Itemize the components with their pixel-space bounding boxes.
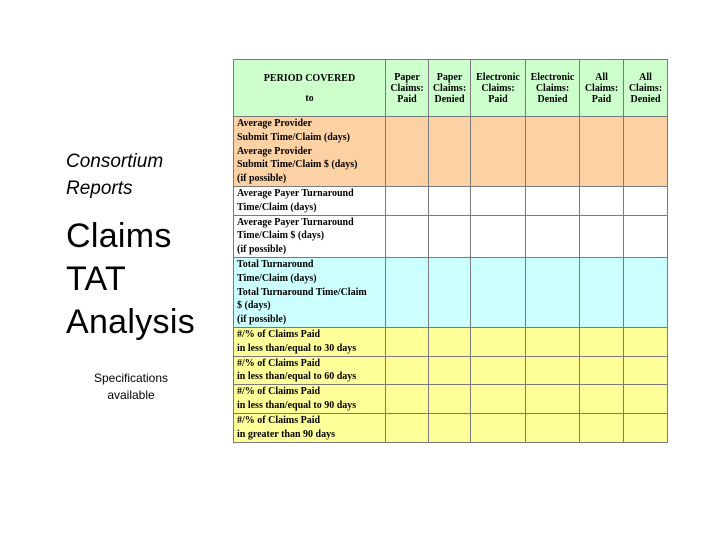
data-cell — [386, 327, 429, 356]
data-cell — [580, 257, 624, 327]
table-row — [234, 356, 668, 385]
data-cell — [429, 117, 471, 187]
data-cell — [526, 215, 580, 257]
data-cell — [471, 215, 526, 257]
row-label: #/% of Claims Paid in less than/equal to 90 days — [234, 385, 386, 414]
data-cell — [471, 117, 526, 187]
data-cell — [471, 257, 526, 327]
table-row — [234, 117, 668, 187]
table-row — [234, 385, 668, 414]
row-label: #/% of Claims Paid in less than/equal to 60 days — [234, 356, 386, 385]
table-row — [234, 327, 668, 356]
data-cell — [471, 413, 526, 442]
row-label: Total Turnaround Time/Claim (days) Total Turnaround Time/Claim $ (days) (if possible) — [234, 257, 386, 327]
data-cell — [471, 356, 526, 385]
data-cell — [624, 117, 668, 187]
column-header: Paper Claims: Paid — [386, 60, 429, 117]
row-label: #/% of Claims Paid in greater than 90 days — [234, 413, 386, 442]
table-row — [234, 413, 668, 442]
column-header: All Claims: Denied — [624, 60, 668, 117]
data-cell — [386, 186, 429, 215]
data-cell — [624, 385, 668, 414]
data-cell — [471, 186, 526, 215]
data-cell — [386, 413, 429, 442]
data-cell — [580, 117, 624, 187]
data-cell — [580, 186, 624, 215]
data-cell — [471, 385, 526, 414]
data-cell — [471, 327, 526, 356]
data-cell — [526, 413, 580, 442]
period-covered-header — [234, 60, 386, 117]
data-cell — [429, 356, 471, 385]
report-table-container — [233, 59, 667, 440]
row-label: Average Payer Turnaround Time/Claim (days) — [234, 186, 386, 215]
data-cell — [386, 385, 429, 414]
table-row — [234, 186, 668, 215]
data-cell — [429, 215, 471, 257]
data-cell — [429, 413, 471, 442]
data-cell — [624, 186, 668, 215]
data-cell — [580, 385, 624, 414]
data-cell — [624, 215, 668, 257]
table-row — [234, 257, 668, 327]
data-cell — [386, 117, 429, 187]
data-cell — [386, 215, 429, 257]
data-cell — [526, 186, 580, 215]
data-cell — [580, 413, 624, 442]
row-label: Average Provider Submit Time/Claim (days) Average Provider Submit Time/Claim $ (days) (if possible) — [234, 117, 386, 187]
slide-title: Claims TAT Analysis — [66, 217, 196, 341]
data-cell — [580, 327, 624, 356]
slide-subtitle: Consortium Reports — [66, 151, 164, 199]
column-header: Electronic Claims: Paid — [471, 60, 526, 117]
data-cell — [386, 356, 429, 385]
row-label: Average Payer Turnaround Time/Claim $ (days) (if possible) — [234, 215, 386, 257]
data-cell — [580, 215, 624, 257]
data-cell — [526, 385, 580, 414]
column-header: All Claims: Paid — [580, 60, 624, 117]
data-cell — [386, 257, 429, 327]
row-label: #/% of Claims Paid in less than/equal to 30 days — [234, 327, 386, 356]
data-cell — [526, 356, 580, 385]
data-cell — [429, 327, 471, 356]
data-cell — [526, 117, 580, 187]
table-header-row — [234, 60, 668, 117]
data-cell — [526, 327, 580, 356]
table-row — [234, 215, 668, 257]
data-cell — [624, 257, 668, 327]
period-to-label: to — [305, 92, 314, 104]
data-cell — [429, 257, 471, 327]
specifications-note: Specifications available — [93, 371, 169, 402]
data-cell — [624, 327, 668, 356]
data-cell — [429, 385, 471, 414]
column-header: Electronic Claims: Denied — [526, 60, 580, 117]
data-cell — [526, 257, 580, 327]
column-header: Paper Claims: Denied — [429, 60, 471, 117]
data-cell — [624, 413, 668, 442]
claims-tat-table — [233, 59, 668, 443]
data-cell — [624, 356, 668, 385]
data-cell — [580, 356, 624, 385]
period-covered-label: PERIOD COVERED — [263, 72, 356, 84]
table-body — [234, 117, 668, 443]
data-cell — [429, 186, 471, 215]
